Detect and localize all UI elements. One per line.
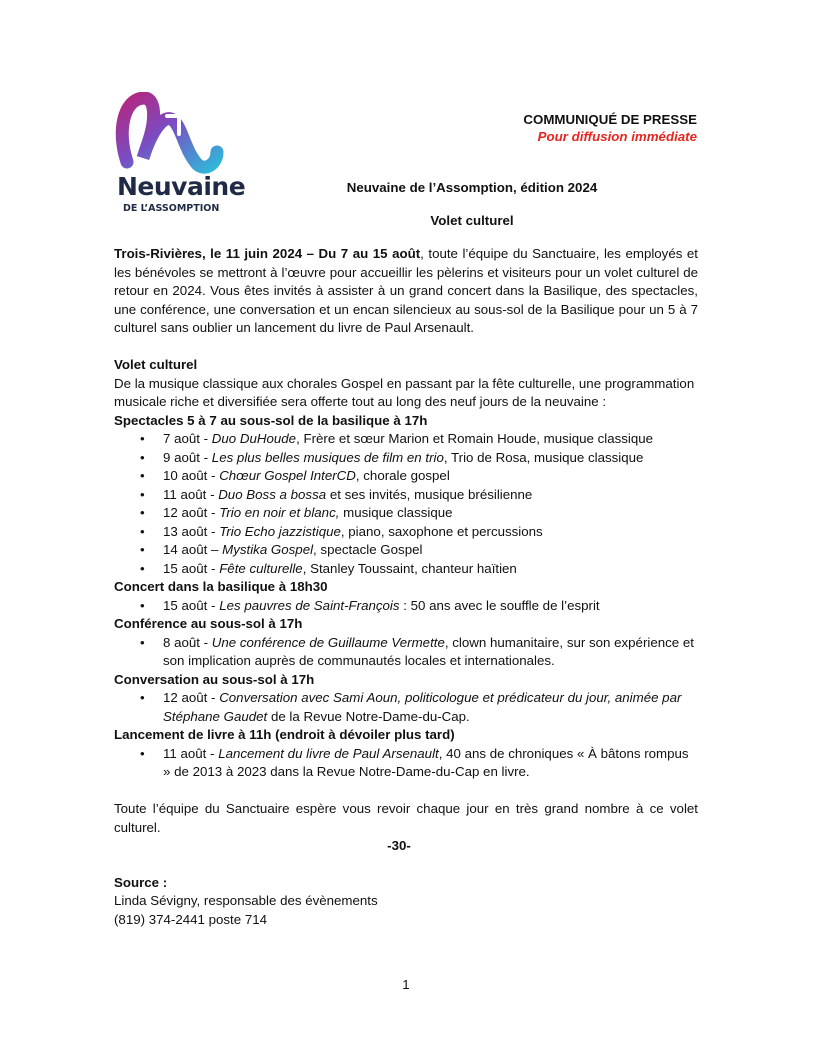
event-list: [114, 430, 698, 578]
page-number: 1: [402, 977, 410, 992]
section-heading: Lancement de livre à 11h (endroit à dévoiler plus tard): [114, 727, 455, 742]
end-marker: -30-: [387, 838, 411, 853]
press-label-block: [523, 112, 697, 144]
volet-paragraph: De la musique classique aux chorales Gospel en passant par la fête culturelle, une programmation musicale riche et diversifiée sera offerte tout au long des neuf jours de la neuvaine :: [114, 375, 695, 409]
list-item: • 14 août – Mystika Gospel, spectacle Gospel: [114, 541, 698, 560]
closing-paragraph: Toute l’équipe du Sanctuaire espère vous revoir chaque jour en très grand nombre à ce volet culturel.: [114, 801, 698, 835]
source-label: Source :: [114, 874, 168, 890]
list-item: • 11 août - Lancement du livre de Paul Arsenault, 40 ans de chroniques « À bâtons rompus » de 2013 à 2023 dans la Revue Notre-Dame-du-Cap en livre.: [114, 745, 698, 782]
list-item: • 12 août - Conversation avec Sami Aoun, politicologue et prédicateur du jour, animée par Stéphane Gaudet de la Revue Notre-Dame-du-Cap.: [114, 689, 698, 726]
document-body: [114, 245, 698, 929]
list-item: • 10 août - Chœur Gospel InterCD, chorale gospel: [114, 467, 698, 486]
immediate-release-label: Pour diffusion immédiate: [537, 129, 697, 144]
list-item: • 7 août - Duo DuHoude, Frère et sœur Marion et Romain Houde, musique classique: [114, 430, 698, 449]
logo-wordmark: Neuvaine: [117, 172, 246, 201]
document-subtitle: Volet culturel: [430, 213, 514, 228]
logo-n-mark-icon: [113, 92, 225, 174]
list-item: • 8 août - Une conférence de Guillaume Vermette, clown humanitaire, sur son expérience et son implication auprès de communautés locales et internationales.: [114, 634, 698, 671]
event-list: [114, 597, 698, 616]
intro-lead: Trois-Rivières, le 11 juin 2024 – Du 7 au 15 août: [114, 246, 421, 261]
list-item: • 11 août - Duo Boss a bossa et ses invités, musique brésilienne: [114, 486, 698, 505]
section-heading: Concert dans la basilique à 18h30: [114, 579, 328, 594]
source-block: [114, 874, 698, 930]
event-list: [114, 634, 698, 671]
list-item: • 9 août - Les plus belles musiques de film en trio, Trio de Rosa, musique classique: [114, 449, 698, 468]
section-heading: Conversation au sous-sol à 17h: [114, 671, 315, 687]
logo-subtitle: DE L’ASSOMPTION: [123, 203, 220, 214]
list-item: • 13 août - Trio Echo jazzistique, piano, saxophone et percussions: [114, 523, 698, 542]
intro-paragraph: [114, 245, 698, 338]
section-heading: Conférence au sous-sol à 17h: [114, 616, 303, 631]
event-list: [114, 689, 698, 726]
list-item: • 15 août - Fête culturelle, Stanley Toussaint, chanteur haïtien: [114, 560, 698, 579]
document-title: Neuvaine de l’Assomption, édition 2024: [346, 180, 598, 195]
list-item: • 15 août - Les pauvres de Saint-François : 50 ans avec le souffle de l’esprit: [114, 597, 698, 616]
event-list: [114, 745, 698, 782]
intro-text: , toute l’équipe du Sanctuaire, les employés et les bénévoles se mettront à l’œuvre pour accueillir les pèlerins et visiteurs pour un volet culturel de retour en 2024. Vous êtes invités à assister à un grand concert dans la Basilique, des spectacles, une conférence, une conversation et un encan silencieux au sous-sol de la Basilique pour un 5 à 7 culturel sans oublier un lancement du livre de Paul Arsenault.: [114, 246, 698, 335]
section-heading: Spectacles 5 à 7 au sous-sol de la basilique à 17h: [114, 412, 428, 428]
source-phone: (819) 374-2441 poste 714: [114, 911, 268, 927]
list-item: • 12 août - Trio en noir et blanc, musique classique: [114, 504, 698, 523]
source-name: Linda Sévigny, responsable des évènements: [114, 893, 378, 908]
neuvaine-logo: [113, 92, 246, 217]
press-release-label: COMMUNIQUÉ DE PRESSE: [523, 112, 697, 127]
volet-heading: Volet culturel: [114, 357, 198, 372]
